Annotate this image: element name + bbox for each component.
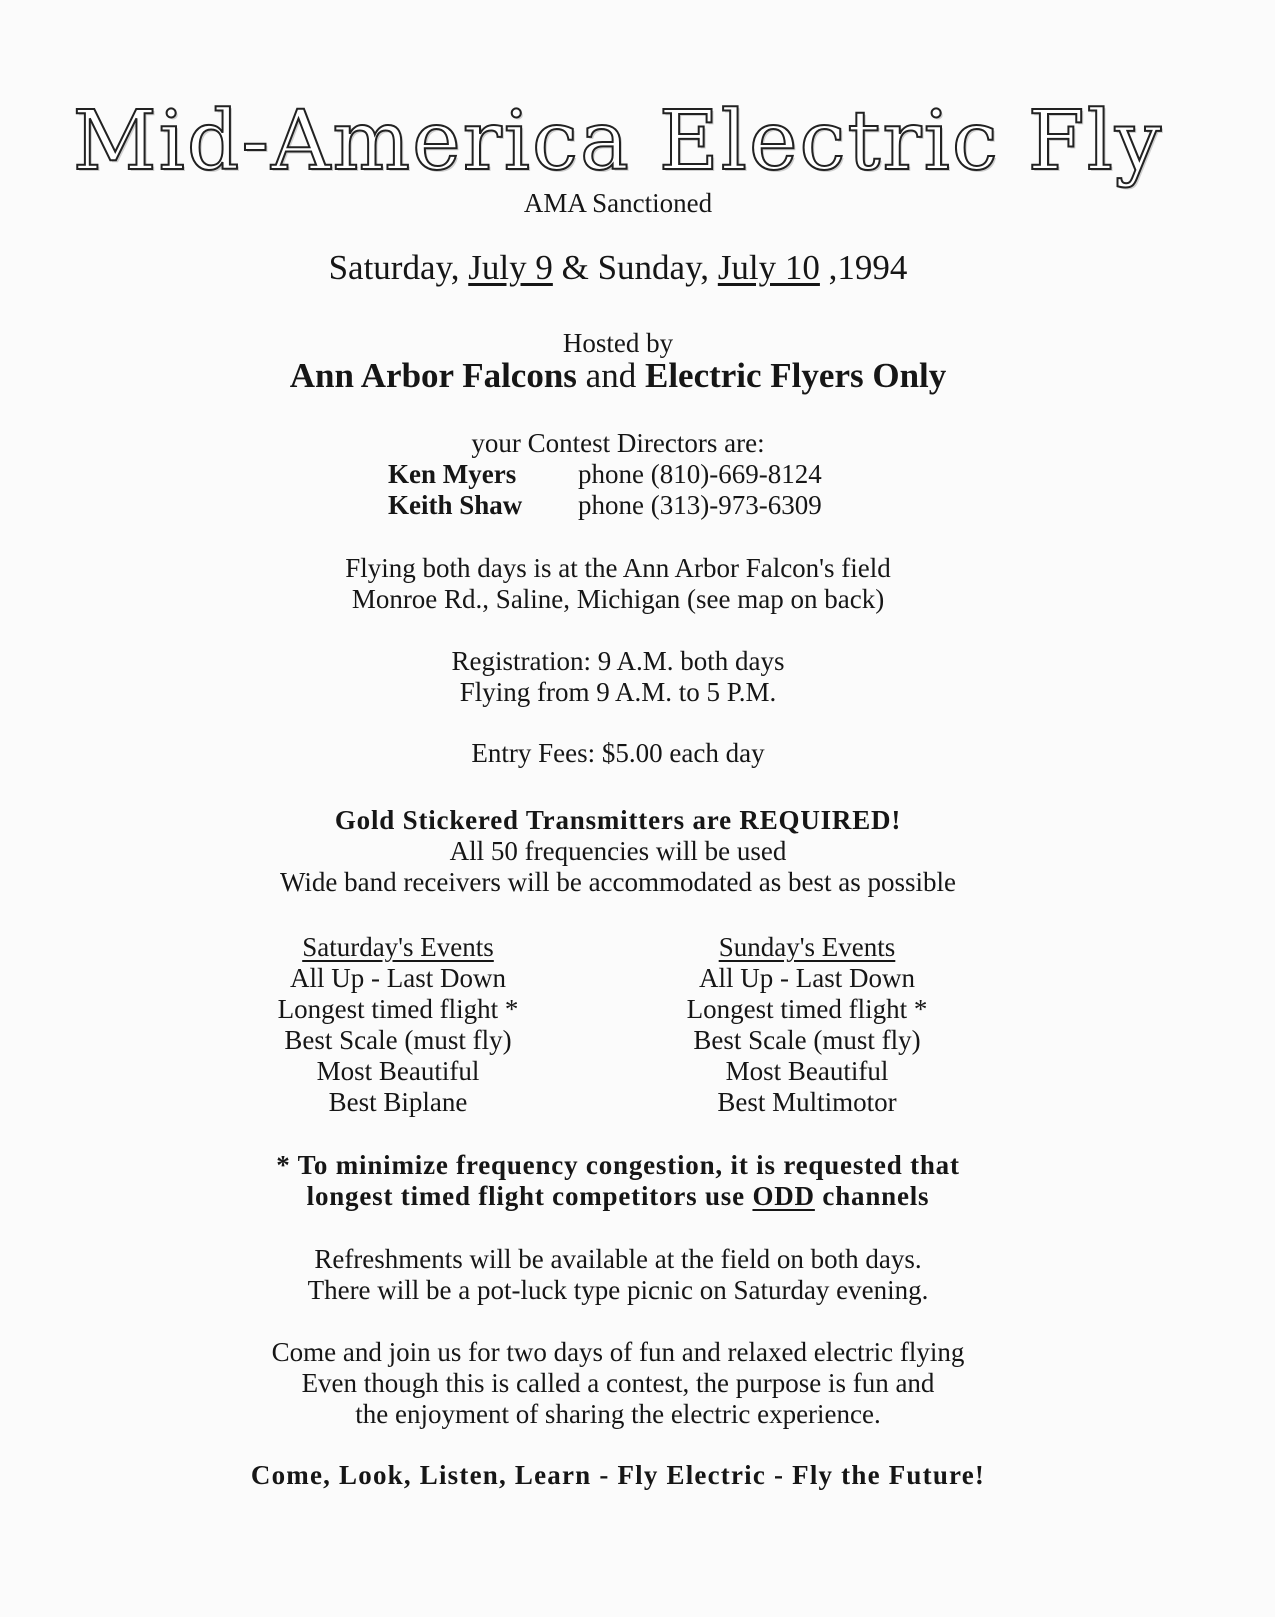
list-item: Longest timed flight * bbox=[686, 994, 928, 1024]
director-row bbox=[0, 490, 1236, 521]
date1: July 9 bbox=[468, 248, 553, 287]
list-item: Best Scale (must fly) bbox=[693, 1025, 921, 1055]
invitation-line: Come and join us for two days of fun and relaxed electric flying bbox=[271, 1337, 965, 1367]
refreshments-line: Refreshments will be available at the field on both days. bbox=[314, 1244, 922, 1274]
day1-label: Saturday, bbox=[328, 248, 460, 287]
director-phone: phone (810)-669-8124 bbox=[578, 459, 822, 489]
wide-band-line: Wide band receivers will be accommodated as best as possible bbox=[280, 867, 956, 897]
list-item: Best Biplane bbox=[328, 1087, 468, 1117]
list-item: Best Multimotor bbox=[717, 1087, 897, 1117]
field-address: Monroe Rd., Saline, Michigan (see map on back) bbox=[351, 584, 885, 614]
ampersand: & bbox=[561, 248, 589, 287]
director-phone: phone (313)-973-6309 bbox=[578, 490, 822, 520]
field-location bbox=[0, 553, 1236, 615]
list-item: Most Beautiful bbox=[316, 1056, 480, 1086]
list-item: All Up - Last Down bbox=[290, 963, 506, 993]
picnic-line: There will be a pot-luck type picnic on Saturday evening. bbox=[307, 1275, 929, 1305]
registration-time: Registration: 9 A.M. both days bbox=[451, 646, 785, 676]
year: ,1994 bbox=[828, 248, 908, 287]
event-dates bbox=[0, 248, 1236, 288]
field-line: Flying both days is at the Ann Arbor Falcon's field bbox=[345, 553, 891, 583]
slogan: Come, Look, Listen, Learn - Fly Electric - Fly the Future! bbox=[250, 1460, 986, 1490]
director-name: Ken Myers bbox=[388, 459, 517, 489]
hosted-by-label: Hosted by bbox=[562, 328, 674, 358]
registration-info bbox=[0, 646, 1236, 708]
date2: July 10 bbox=[717, 248, 820, 287]
odd-emphasis: ODD bbox=[752, 1181, 815, 1211]
note-line bbox=[0, 1181, 1236, 1212]
sunday-events bbox=[617, 932, 997, 1118]
frequency-note bbox=[0, 1150, 1236, 1212]
flying-hours: Flying from 9 A.M. to 5 P.M. bbox=[459, 677, 777, 707]
list-item: All Up - Last Down bbox=[699, 963, 915, 993]
host-electric-flyers-only: Electric Flyers Only bbox=[644, 356, 947, 395]
saturday-events-heading: Saturday's Events bbox=[302, 932, 494, 962]
contest-directors bbox=[0, 428, 1236, 521]
invitation-line: Even though this is called a contest, the purpose is fun and bbox=[301, 1368, 935, 1398]
hosts-line bbox=[0, 356, 1236, 396]
frequencies-line: All 50 frequencies will be used bbox=[449, 836, 787, 866]
director-row bbox=[0, 459, 1236, 490]
gold-sticker-notice: Gold Stickered Transmitters are REQUIRED! bbox=[334, 805, 902, 835]
directors-intro: your Contest Directors are: bbox=[471, 428, 765, 458]
entry-fees: Entry Fees: $5.00 each day bbox=[471, 738, 765, 768]
invitation bbox=[0, 1337, 1236, 1430]
list-item: Best Scale (must fly) bbox=[284, 1025, 512, 1055]
note-text: channels bbox=[822, 1181, 930, 1211]
day2-label: Sunday, bbox=[597, 248, 710, 287]
note-text: longest timed flight competitors use bbox=[306, 1181, 745, 1211]
host-ann-arbor-falcons: Ann Arbor Falcons bbox=[289, 356, 577, 395]
flyer-title: Mid-America Electric Fly bbox=[72, 94, 1164, 189]
list-item: Longest timed flight * bbox=[277, 994, 519, 1024]
sanction-line: AMA Sanctioned bbox=[523, 188, 713, 218]
refreshments-info bbox=[0, 1244, 1236, 1306]
transmitter-requirements bbox=[0, 805, 1236, 898]
saturday-events bbox=[208, 932, 588, 1118]
hosts-and: and bbox=[585, 356, 637, 395]
invitation-line: the enjoyment of sharing the electric experience. bbox=[355, 1399, 881, 1429]
director-name: Keith Shaw bbox=[388, 490, 523, 520]
list-item: Most Beautiful bbox=[725, 1056, 889, 1086]
sunday-events-heading: Sunday's Events bbox=[718, 932, 896, 962]
note-line: * To minimize frequency congestion, it is requested that bbox=[276, 1150, 960, 1180]
